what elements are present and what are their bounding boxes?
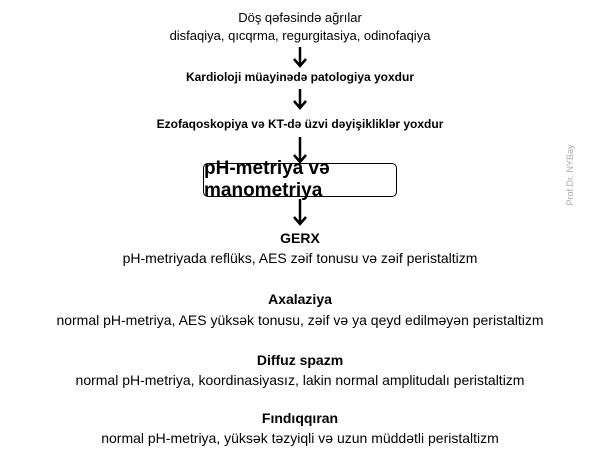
- method-box: pH-metriya və manometriya: [203, 163, 397, 197]
- result-title-achalasia: Axalaziya: [268, 291, 332, 307]
- arrow-down-icon: [292, 88, 308, 110]
- result-desc-nutcracker: normal pH-metriya, yüksək təzyiqli və uzun müddətli peristaltizm: [101, 430, 499, 446]
- result-desc-achalasia: normal pH-metriya, AES yüksək tonusu, zəif və ya qeyd edilməyən peristaltizm: [56, 312, 544, 328]
- watermark: Prof.Dr. NYBay: [565, 144, 575, 206]
- result-title-nutcracker: Fındıqqıran: [261, 410, 339, 426]
- cardio-step: Kardioloji müayinədə patologiya yoxdur: [185, 70, 415, 84]
- arrow-down-icon: [292, 46, 308, 68]
- result-title-diffuse-spasm: Diffuz spazm: [256, 352, 344, 368]
- endoscopy-step: Ezofaqoskopiya və KT-də üzvi dəyişikliklər yoxdur: [156, 117, 444, 131]
- result-title-gerx: GERX: [280, 230, 320, 246]
- result-desc-diffuse-spasm: normal pH-metriya, koordinasiyasız, lakin normal amplitudalı peristaltizm: [75, 372, 525, 388]
- symptoms-title: Döş qəfəsində ağrılar: [238, 10, 362, 25]
- symptoms-list: disfaqiya, qıcqrma, regurgitasiya, odinofaqiya: [169, 28, 431, 43]
- arrow-down-icon: [292, 198, 308, 226]
- result-desc-gerx: pH-metriyada reflüks, AES zəif tonusu və zəif peristaltizm: [122, 250, 478, 266]
